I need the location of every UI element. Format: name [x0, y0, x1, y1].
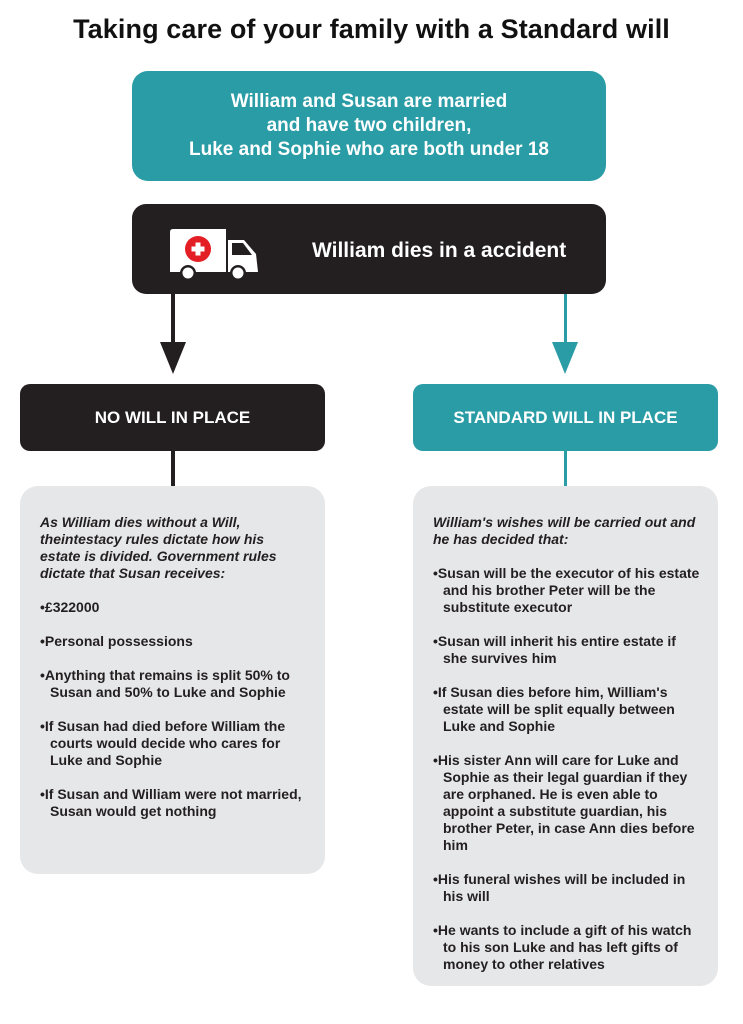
list-item: • He wants to include a gift of his watch to his son Luke and has left gifts of money to other relatives	[433, 922, 700, 973]
left-connector-line	[171, 294, 175, 344]
list-item: • £322000	[40, 599, 307, 616]
no-will-header-label: NO WILL IN PLACE	[94, 407, 251, 427]
list-item: • Anything that remains is split 50% to Susan and 50% to Luke and Sophie	[40, 667, 307, 701]
standard-will-header	[413, 384, 718, 451]
intro-line: William and Susan are married	[230, 91, 508, 112]
no-will-header	[20, 384, 325, 451]
ambulance-icon	[168, 228, 260, 280]
intro-line: and have two children,	[266, 115, 472, 136]
left-arrow-head	[160, 342, 186, 374]
event-box	[132, 204, 606, 294]
list-item: • If Susan dies before him, William's estate will be split equally between Luke and Sophie	[433, 684, 700, 735]
list-item: • If Susan and William were not married, Susan would get nothing	[40, 786, 307, 820]
list-item: • Susan will be the executor of his estate and his brother Peter will be the substitute executor	[433, 565, 700, 616]
no-will-panel	[20, 486, 325, 874]
list-item: • His sister Ann will care for Luke and Sophie as their legal guardian if they are orphaned. He is even able to appoint a substitute guardian, his brother Peter, in case Ann dies before him	[433, 752, 700, 854]
page-title: Taking care of your family with a Standard will	[73, 14, 670, 44]
event-text: William dies in a accident	[312, 239, 567, 262]
right-arrow-head	[552, 342, 578, 374]
standard-will-panel	[413, 486, 718, 986]
no-will-intro: As William dies without a Will, theintestacy rules dictate how his estate is divided. Government rules dictate that Susan receives:	[40, 514, 277, 581]
standard-will-header-label: STANDARD WILL IN PLACE	[453, 407, 678, 427]
right-panel-connector	[564, 451, 567, 486]
list-item: • Personal possessions	[40, 633, 307, 650]
standard-will-list	[433, 565, 700, 973]
intro-line: Luke and Sophie who are both under 18	[189, 139, 549, 160]
list-item: • His funeral wishes will be included in his will	[433, 871, 700, 905]
left-panel-connector	[171, 451, 175, 486]
right-connector-line	[564, 294, 567, 344]
no-will-list	[40, 599, 307, 820]
standard-will-intro: William's wishes will be carried out and he has decided that:	[433, 514, 696, 547]
list-item: • Susan will inherit his entire estate if she survives him	[433, 633, 700, 667]
list-item: • If Susan had died before William the courts would decide who cares for Luke and Sophie	[40, 718, 307, 769]
intro-box	[132, 71, 606, 181]
